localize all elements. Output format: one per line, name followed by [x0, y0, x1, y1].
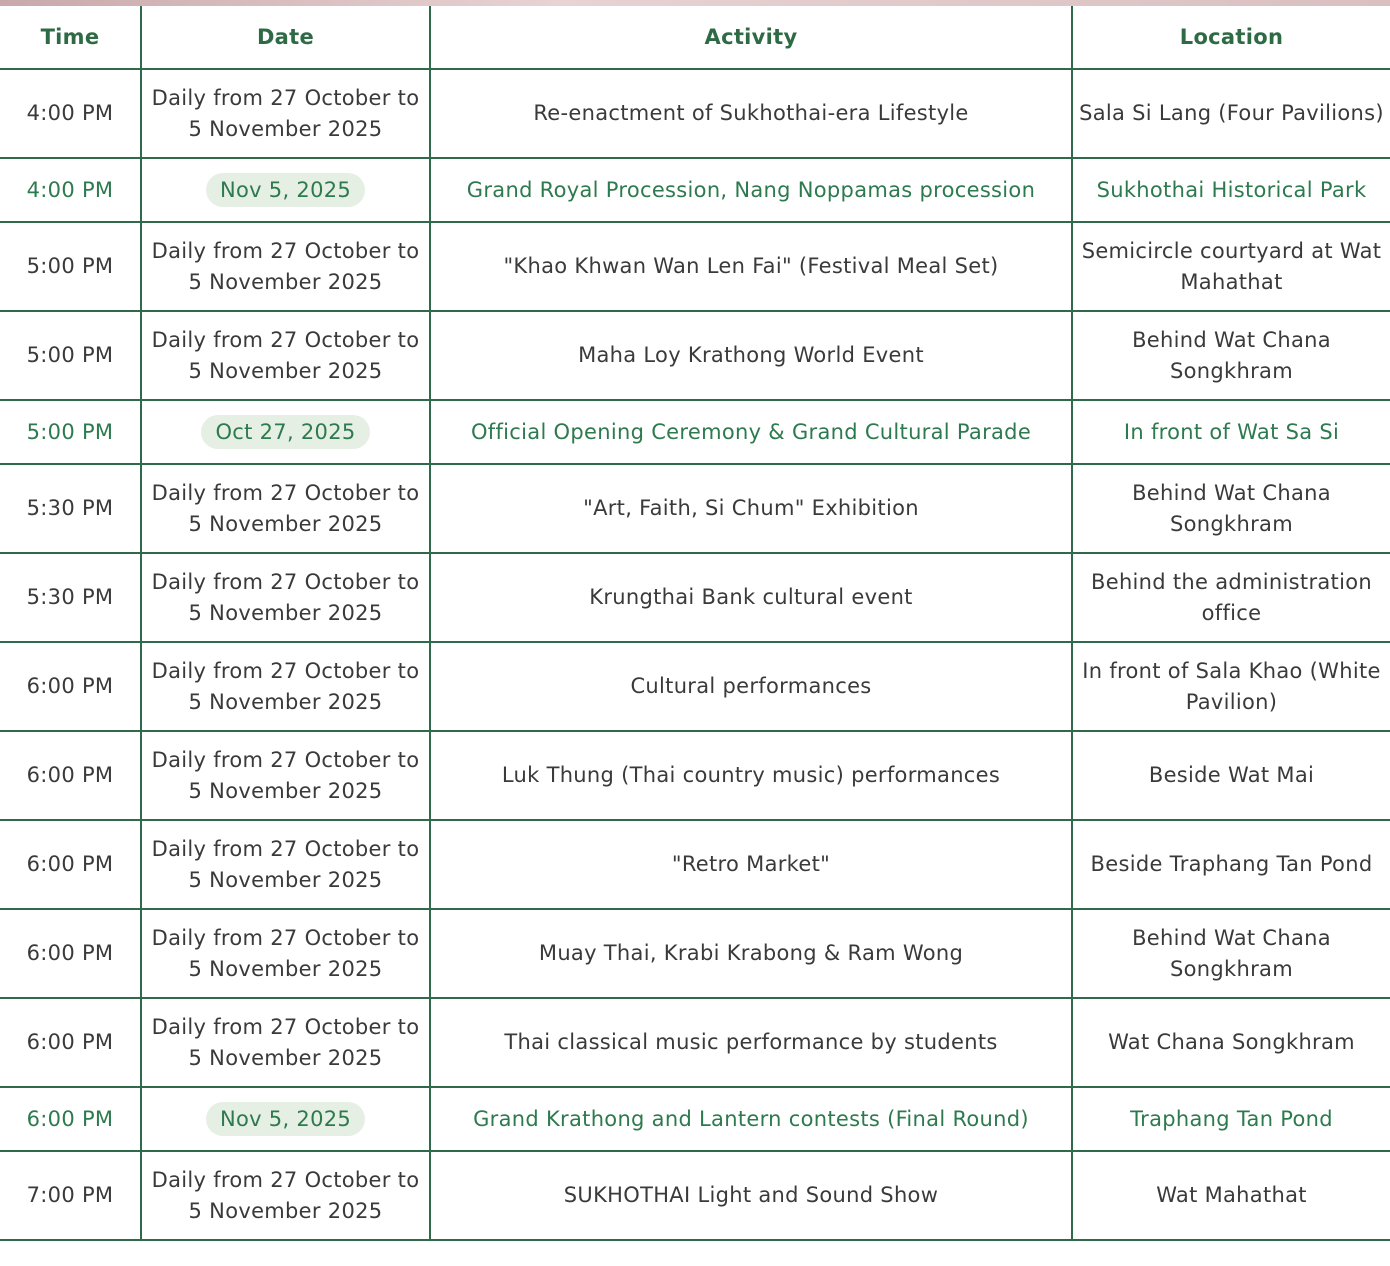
header-date: Date [141, 6, 430, 69]
cell-location: Behind Wat Chana Songkhram [1072, 464, 1390, 553]
schedule-table [0, 6, 1390, 1241]
table-row [0, 69, 1390, 158]
cell-date: Daily from 27 October to 5 November 2025 [141, 1151, 430, 1240]
cell-activity: Grand Royal Procession, Nang Noppamas procession [430, 158, 1072, 222]
cell-activity: Luk Thung (Thai country music) performances [430, 731, 1072, 820]
cell-date: Daily from 27 October to 5 November 2025 [141, 464, 430, 553]
cell-date [141, 158, 430, 222]
cell-activity: Re-enactment of Sukhothai-era Lifestyle [430, 69, 1072, 158]
table-row [0, 820, 1390, 909]
cell-time: 5:30 PM [0, 464, 141, 553]
table-header-row [0, 6, 1390, 69]
table-row [0, 222, 1390, 311]
table-row [0, 909, 1390, 998]
cell-date: Daily from 27 October to 5 November 2025 [141, 642, 430, 731]
schedule-body [0, 69, 1390, 1240]
date-badge: Nov 5, 2025 [206, 173, 365, 207]
cell-activity: "Art, Faith, Si Chum" Exhibition [430, 464, 1072, 553]
cell-date: Daily from 27 October to 5 November 2025 [141, 909, 430, 998]
cell-activity: Grand Krathong and Lantern contests (Final Round) [430, 1087, 1072, 1151]
cell-location: Sukhothai Historical Park [1072, 158, 1390, 222]
table-row [0, 1151, 1390, 1240]
table-row [0, 158, 1390, 222]
cell-time: 4:00 PM [0, 158, 141, 222]
cell-location: Semicircle courtyard at Wat Mahathat [1072, 222, 1390, 311]
cell-time: 7:00 PM [0, 1151, 141, 1240]
cell-location: In front of Sala Khao (White Pavilion) [1072, 642, 1390, 731]
cell-date: Daily from 27 October to 5 November 2025 [141, 553, 430, 642]
cell-time: 4:00 PM [0, 69, 141, 158]
cell-activity: SUKHOTHAI Light and Sound Show [430, 1151, 1072, 1240]
cell-location: Behind the administration office [1072, 553, 1390, 642]
cell-activity: Official Opening Ceremony & Grand Cultural Parade [430, 400, 1072, 464]
cell-location: Behind Wat Chana Songkhram [1072, 311, 1390, 400]
table-row [0, 998, 1390, 1087]
cell-time: 6:00 PM [0, 1087, 141, 1151]
table-row [0, 642, 1390, 731]
table-row [0, 731, 1390, 820]
table-row [0, 464, 1390, 553]
cell-location: Beside Traphang Tan Pond [1072, 820, 1390, 909]
table-row [0, 553, 1390, 642]
cell-time: 6:00 PM [0, 642, 141, 731]
cell-location: Sala Si Lang (Four Pavilions) [1072, 69, 1390, 158]
cell-location: Wat Chana Songkhram [1072, 998, 1390, 1087]
table-row [0, 1087, 1390, 1151]
cell-activity: Thai classical music performance by students [430, 998, 1072, 1087]
cell-activity: "Retro Market" [430, 820, 1072, 909]
cell-time: 5:30 PM [0, 553, 141, 642]
cell-location: Traphang Tan Pond [1072, 1087, 1390, 1151]
cell-time: 5:00 PM [0, 400, 141, 464]
cell-activity: Krungthai Bank cultural event [430, 553, 1072, 642]
cell-time: 6:00 PM [0, 731, 141, 820]
header-time: Time [0, 6, 141, 69]
cell-activity: Maha Loy Krathong World Event [430, 311, 1072, 400]
cell-location: Beside Wat Mai [1072, 731, 1390, 820]
cell-time: 5:00 PM [0, 222, 141, 311]
cell-date: Daily from 27 October to 5 November 2025 [141, 311, 430, 400]
cell-location: In front of Wat Sa Si [1072, 400, 1390, 464]
header-location: Location [1072, 6, 1390, 69]
cell-activity: Muay Thai, Krabi Krabong & Ram Wong [430, 909, 1072, 998]
cell-date: Daily from 27 October to 5 November 2025 [141, 69, 430, 158]
cell-date: Daily from 27 October to 5 November 2025 [141, 731, 430, 820]
cell-time: 6:00 PM [0, 998, 141, 1087]
cell-time: 6:00 PM [0, 820, 141, 909]
table-row [0, 400, 1390, 464]
date-badge: Oct 27, 2025 [201, 415, 369, 449]
cell-date: Daily from 27 October to 5 November 2025 [141, 820, 430, 909]
date-badge: Nov 5, 2025 [206, 1102, 365, 1136]
cell-date: Daily from 27 October to 5 November 2025 [141, 998, 430, 1087]
cell-time: 6:00 PM [0, 909, 141, 998]
cell-activity: "Khao Khwan Wan Len Fai" (Festival Meal Set) [430, 222, 1072, 311]
table-row [0, 311, 1390, 400]
cell-date [141, 1087, 430, 1151]
cell-date: Daily from 27 October to 5 November 2025 [141, 222, 430, 311]
cell-location: Behind Wat Chana Songkhram [1072, 909, 1390, 998]
cell-location: Wat Mahathat [1072, 1151, 1390, 1240]
cell-date [141, 400, 430, 464]
header-activity: Activity [430, 6, 1072, 69]
cell-activity: Cultural performances [430, 642, 1072, 731]
cell-time: 5:00 PM [0, 311, 141, 400]
